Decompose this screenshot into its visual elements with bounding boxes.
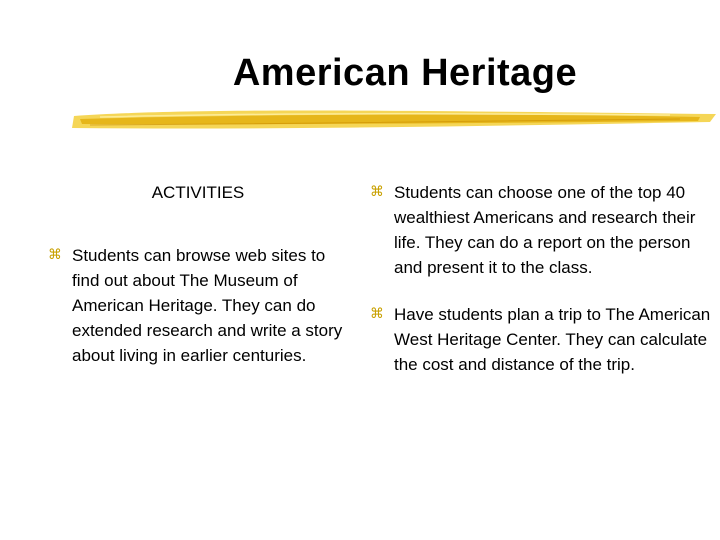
list-item	[48, 243, 348, 368]
right-column	[370, 180, 715, 399]
bullet-text: Have students plan a trip to The American West Heritage Center. They can calculate the cost and distance of the trip.	[394, 305, 711, 374]
bullet-text: Students can choose one of the top 40 wealthiest Americans and research their life. They can do a report on the person and present it to the class.	[394, 183, 696, 277]
list-item	[370, 180, 715, 280]
brush-stroke-divider	[70, 104, 720, 134]
command-key-icon: ⌘	[48, 247, 62, 263]
left-column	[48, 180, 348, 390]
command-key-icon: ⌘	[370, 306, 384, 322]
bullet-text: Students can browse web sites to find out about The Museum of American Heritage. They can do extended research and write a story about living in earlier centuries.	[72, 246, 343, 365]
activities-heading: ACTIVITIES	[151, 183, 245, 202]
command-key-icon: ⌘	[370, 184, 384, 200]
list-item	[370, 302, 715, 377]
slide-title: American Heritage	[232, 52, 578, 94]
